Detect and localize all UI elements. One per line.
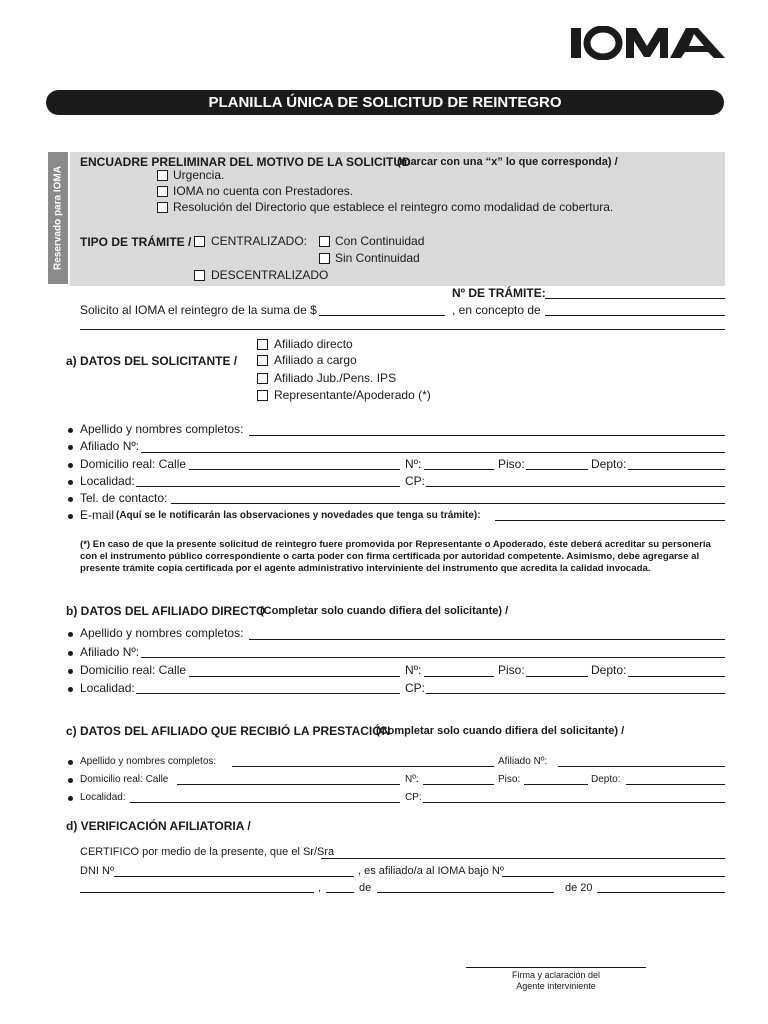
a-apellido-field[interactable] (249, 435, 725, 436)
afiliado-bajo-label: , es afiliado/a al IOMA bajo Nº (358, 865, 504, 877)
cp-label: CP: (405, 792, 422, 803)
nro-label: Nº: (405, 457, 422, 471)
encuadre-option: Urgencia. (173, 168, 225, 182)
nro-label: Nº: (405, 663, 422, 677)
section-d-heading: d) VERIFICACIÓN AFILIATORIA / (66, 819, 251, 833)
apellido-label: Apellido y nombres completos: (80, 626, 244, 640)
piso-label: Piso: (498, 774, 521, 785)
bullet (68, 760, 73, 765)
con-continuidad-checkbox[interactable] (319, 236, 330, 247)
a-tel-field[interactable] (171, 503, 725, 504)
depto-label: Depto: (591, 457, 627, 471)
tipo-tramite-label: TIPO DE TRÁMITE / (80, 235, 192, 249)
bullet (68, 514, 73, 519)
solicito-label: Solicito al IOMA el reintegro de la suma de $ (80, 303, 317, 317)
depto-label: Depto: (591, 774, 621, 785)
bullet (68, 687, 73, 692)
afiliado-nro-label: Afiliado Nº: (80, 439, 140, 453)
a-cp-field[interactable] (426, 486, 725, 487)
c-apellido-field[interactable] (232, 766, 494, 767)
cp-label: CP: (405, 681, 426, 695)
d-anio-field[interactable] (597, 892, 725, 893)
domicilio-label: Domicilio real: Calle (80, 774, 169, 785)
section-b-heading-note: (Completar solo cuando difiera del solicitante) / (260, 605, 509, 617)
afiliado-nro-label: Afiliado Nº: (80, 645, 140, 659)
encuadre-option: IOMA no cuenta con Prestadores. (173, 184, 354, 198)
descentralizado-label: DESCENTRALIZADO (211, 268, 329, 282)
c-afiliado-field[interactable] (558, 766, 725, 767)
a-nro-field[interactable] (424, 469, 494, 470)
localidad-label: Localidad: (80, 474, 135, 488)
email-note: (Aquí se le notificarán las observaciones y novedades que tenga su trámite): (116, 510, 481, 521)
form-title: PLANILLA ÚNICA DE SOLICITUD DE REINTEGRO (46, 90, 724, 115)
section-a-heading: a) DATOS DEL SOLICITANTE / (66, 354, 238, 368)
encuadre-heading-note: (marcar con una “x” lo que corresponda) / (397, 156, 618, 168)
nro-tramite-label: Nº DE TRÁMITE: (452, 286, 546, 300)
bullet (68, 445, 73, 450)
afiliado-nro-label: Afiliado Nº: (498, 756, 548, 767)
d-mes-field[interactable] (377, 892, 554, 893)
d-afiliado-nro-field[interactable] (502, 876, 725, 877)
sin-prestadores-checkbox[interactable] (157, 186, 168, 197)
a-depto-field[interactable] (628, 469, 725, 470)
tel-label: Tel. de contacto: (80, 491, 168, 505)
email-label: E-mail (80, 508, 115, 522)
dni-label: DNI Nº (80, 865, 114, 877)
signature-label (466, 970, 646, 992)
suma-field[interactable] (319, 315, 445, 316)
ioma-logo (570, 26, 726, 60)
a-calle-field[interactable] (189, 469, 400, 470)
section-b-heading: b) DATOS DEL AFILIADO DIRECTO (66, 604, 266, 618)
representante-note: (*) En caso de que la presente solicitud de reintegro fuere promovida por Representante o Apoderado, éste deberá acreditar su personería con el instrumento público correspondiente o carta poder con firma certificada por autoridad competente. Asimismo, debe agregarse al presente trámite copia certificada por el agente administrativo interviniente del instrumento que acredita la calidad invocada. (80, 539, 711, 574)
concepto-field[interactable] (545, 315, 725, 316)
c-calle-field[interactable] (177, 784, 400, 785)
apellido-label: Apellido y nombres completos: (80, 422, 244, 436)
signature-line[interactable] (466, 967, 646, 968)
solicitante-option: Representante/Apoderado (*) (274, 388, 431, 402)
d-nombre-field[interactable] (321, 858, 725, 859)
solicitante-option: Afiliado directo (274, 337, 353, 351)
bullet (68, 651, 73, 656)
cp-label: CP: (405, 474, 426, 488)
sin-continuidad-checkbox[interactable] (319, 253, 330, 264)
solicitante-option: Afiliado a cargo (274, 353, 357, 367)
reserved-side-tab (48, 152, 68, 284)
concepto-label: , en concepto de (452, 303, 541, 317)
b-depto-field[interactable] (628, 676, 725, 677)
section-c-heading-note: (Completar solo cuando difiera del solicitante) / (376, 725, 625, 737)
b-localidad-field[interactable] (136, 693, 400, 694)
section-c-heading: c) DATOS DEL AFILIADO QUE RECIBIÓ LA PRESTACIÓN (66, 724, 391, 738)
bullet (68, 669, 73, 674)
piso-label: Piso: (498, 663, 525, 677)
bullet (68, 796, 73, 801)
domicilio-label: Domicilio real: Calle (80, 663, 187, 677)
b-afiliado-field[interactable] (141, 657, 725, 658)
localidad-label: Localidad: (80, 792, 126, 803)
bullet (68, 632, 73, 637)
b-apellido-field[interactable] (249, 639, 725, 640)
b-calle-field[interactable] (189, 676, 400, 677)
afiliado-a-cargo-checkbox[interactable] (257, 355, 268, 366)
c-localidad-field[interactable] (130, 802, 400, 803)
nro-tramite-field[interactable] (545, 298, 725, 299)
localidad-label: Localidad: (80, 681, 135, 695)
b-piso-field[interactable] (526, 676, 588, 677)
de20-label: de 20 (565, 882, 593, 894)
a-localidad-field[interactable] (136, 486, 400, 487)
apellido-label: Apellido y nombres completos: (80, 756, 217, 767)
a-piso-field[interactable] (526, 469, 588, 470)
a-email-field[interactable] (495, 520, 725, 521)
signature-label-line1: Firma y aclaración del (511, 970, 601, 980)
concepto-field-line2[interactable] (80, 329, 725, 330)
bullet (68, 428, 73, 433)
bullet (68, 463, 73, 468)
c-piso-field[interactable] (524, 784, 588, 785)
encuadre-heading: ENCUADRE PRELIMINAR DEL MOTIVO DE LA SOLICITUD (80, 155, 411, 169)
d-dia-field[interactable] (326, 892, 354, 893)
centralizado-label: CENTRALIZADO: (211, 234, 308, 248)
c-cp-field[interactable] (423, 802, 725, 803)
signature-label-line2: Agente interviniente (516, 981, 596, 991)
solicitante-option: Afiliado Jub./Pens. IPS (274, 371, 397, 385)
con-continuidad-label: Con Continuidad (335, 234, 425, 248)
b-nro-field[interactable] (424, 676, 494, 677)
sin-continuidad-label: Sin Continuidad (335, 251, 420, 265)
nro-label: Nº: (405, 774, 419, 785)
representante-checkbox[interactable] (257, 390, 268, 401)
depto-label: Depto: (591, 663, 627, 677)
certifico-label: CERTIFICO por medio de la presente, que el Sr/Sra (80, 846, 335, 858)
encuadre-option: Resolución del Directorio que establece el reintegro como modalidad de cobertura. (173, 200, 614, 214)
urgencia-checkbox[interactable] (157, 170, 168, 181)
d-dni-field[interactable] (114, 876, 354, 877)
b-cp-field[interactable] (426, 693, 725, 694)
piso-label: Piso: (498, 457, 525, 471)
bullet (68, 480, 73, 485)
reserved-panel (70, 152, 725, 286)
resolucion-checkbox[interactable] (157, 202, 168, 213)
bullet (68, 778, 73, 783)
centralizado-checkbox[interactable] (194, 236, 205, 247)
de-label: de (359, 882, 372, 894)
d-lugar-field[interactable] (80, 892, 314, 893)
comma-label: , (318, 882, 322, 894)
c-nro-field[interactable] (423, 784, 494, 785)
domicilio-label: Domicilio real: Calle (80, 457, 187, 471)
c-depto-field[interactable] (626, 784, 725, 785)
afiliado-jub-pens-checkbox[interactable] (257, 373, 268, 384)
reserved-side-label: Reservado para IOMA (52, 166, 64, 270)
bullet (68, 497, 73, 502)
descentralizado-checkbox[interactable] (194, 270, 205, 281)
afiliado-directo-checkbox[interactable] (257, 339, 268, 350)
a-afiliado-field[interactable] (141, 452, 725, 453)
